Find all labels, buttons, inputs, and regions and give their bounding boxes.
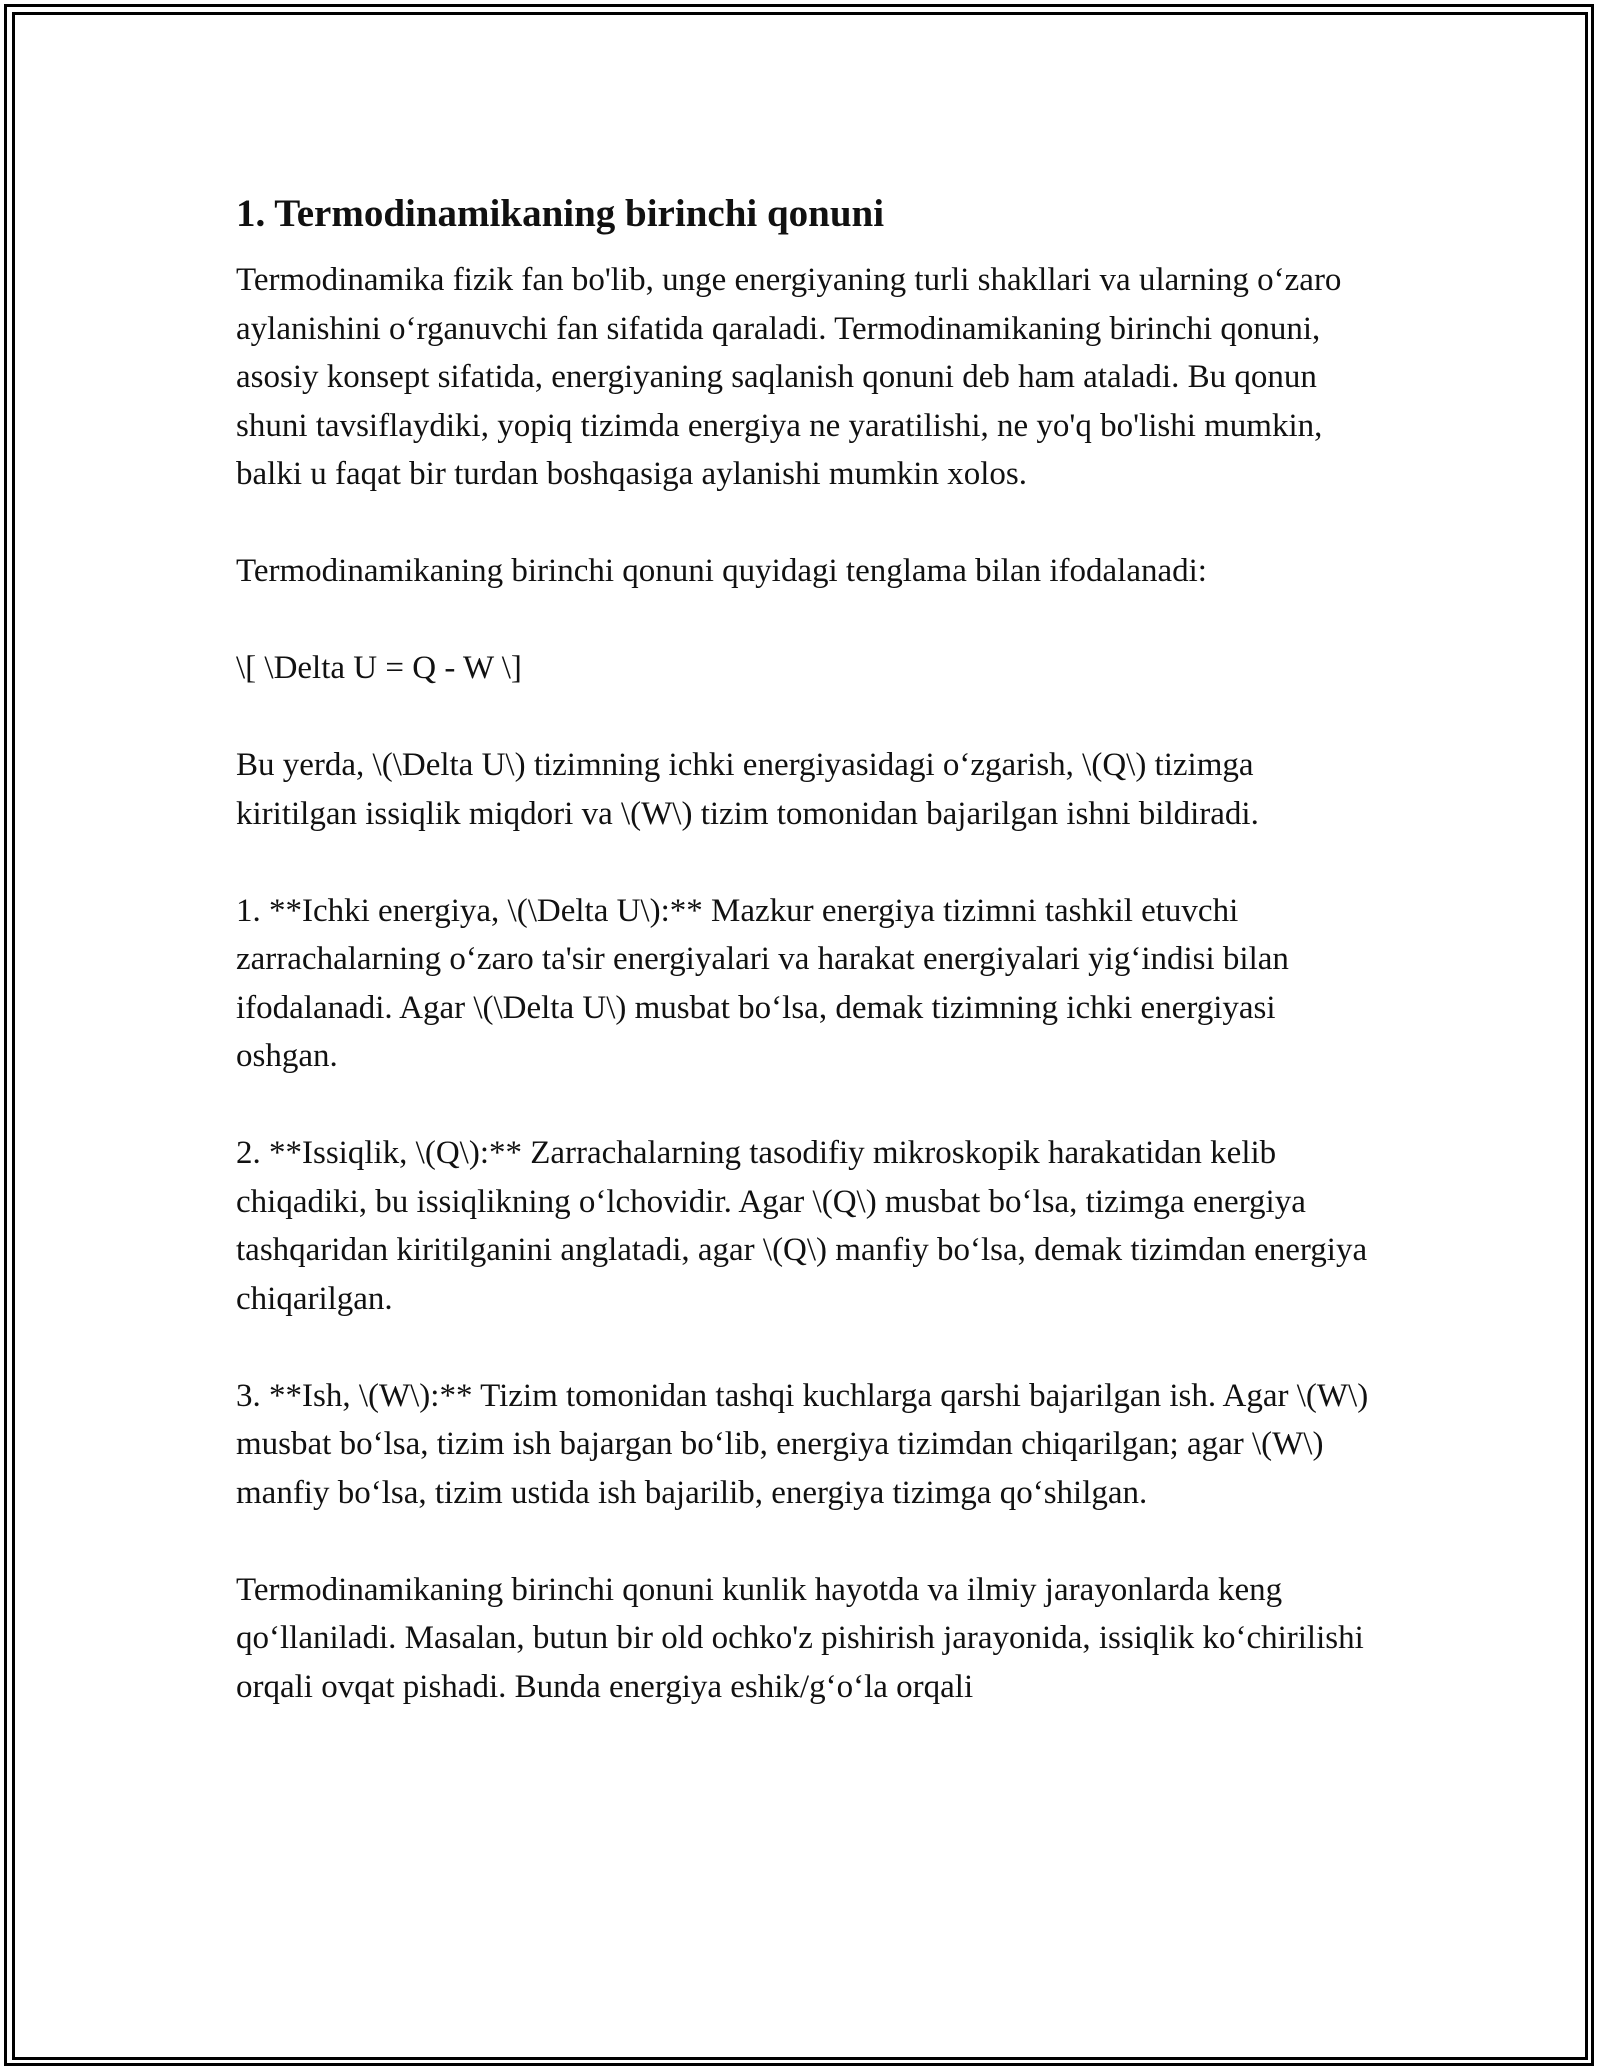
section-heading: 1. Termodinamikaning birinchi qonuni bbox=[236, 192, 885, 235]
paragraph-definitions: Bu yerda, \(\Delta U\) tizimning ichki energiyasidagi o‘zgarish, \(Q\) tizimga kiritilgan issiqlik miqdori va \(W\) tizim tomonidan bajarilgan ishni bildiradi. bbox=[236, 747, 1259, 832]
list-item-work: 3. **Ish, \(W\):** Tizim tomonidan tashqi kuchlarga qarshi bajarilgan ish. Agar \(W\) musbat bo‘lsa, tizim ish bajargan bo‘lib, energiya tizimdan chiqarilgan; agar \(W\) manfiy bo‘lsa, tizim ustida ish bajarilib, energiya tizimga qo‘shilgan. bbox=[236, 1377, 1369, 1511]
list-item-heat: 2. **Issiqlik, \(Q\):** Zarrachalarning tasodifiy mikroskopik harakatidan kelib chiqadiki, bu issiqlikning o‘lchovidir. Agar \(Q\) musbat bo‘lsa, tizimga energiya tashqaridan kiritilganini anglatadi, agar \(Q\) manfiy bo‘lsa, demak tizimdan energiya chiqarilgan. bbox=[236, 1135, 1368, 1317]
document-body bbox=[236, 188, 1376, 1711]
equation-line: \[ \Delta U = Q - W \] bbox=[236, 650, 522, 686]
paragraph-equation-intro: Termodinamikaning birinchi qonuni quyidagi tenglama bilan ifodalanadi: bbox=[236, 553, 1207, 589]
list-item-internal-energy: 1. **Ichki energiya, \(\Delta U\):** Mazkur energiya tizimni tashkil etuvchi zarrachalarning o‘zaro ta'sir energiyalari va harakat energiyalari yig‘indisi bilan ifodalanadi. Agar \(\Delta U\) musbat bo‘lsa, demak tizimning ichki energiyasi oshgan. bbox=[236, 892, 1289, 1074]
paragraph-intro: Termodinamika fizik fan bo'lib, unge energiyaning turli shakllari va ularning o‘zaro aylanishini o‘rganuvchi fan sifatida qaraladi. Termodinamikaning birinchi qonuni, asosiy konsept sifatida, energiyaning saqlanish qonuni deb ham ataladi. Bu qonun shuni tavsiflaydiki, yopiq tizimda energiya ne yaratilishi, ne yo'q bo'lishi mumkin, balki u faqat bir turdan boshqasiga aylanishi mumkin xolos. bbox=[236, 262, 1342, 492]
paragraph-applications: Termodinamikaning birinchi qonuni kunlik hayotda va ilmiy jarayonlarda keng qo‘llaniladi. Masalan, butun bir old ochko'z pishirish jarayonida, issiqlik ko‘chirilishi orqali ovqat pishadi. Bunda energiya eshik/g‘o‘la orqali bbox=[236, 1571, 1364, 1705]
